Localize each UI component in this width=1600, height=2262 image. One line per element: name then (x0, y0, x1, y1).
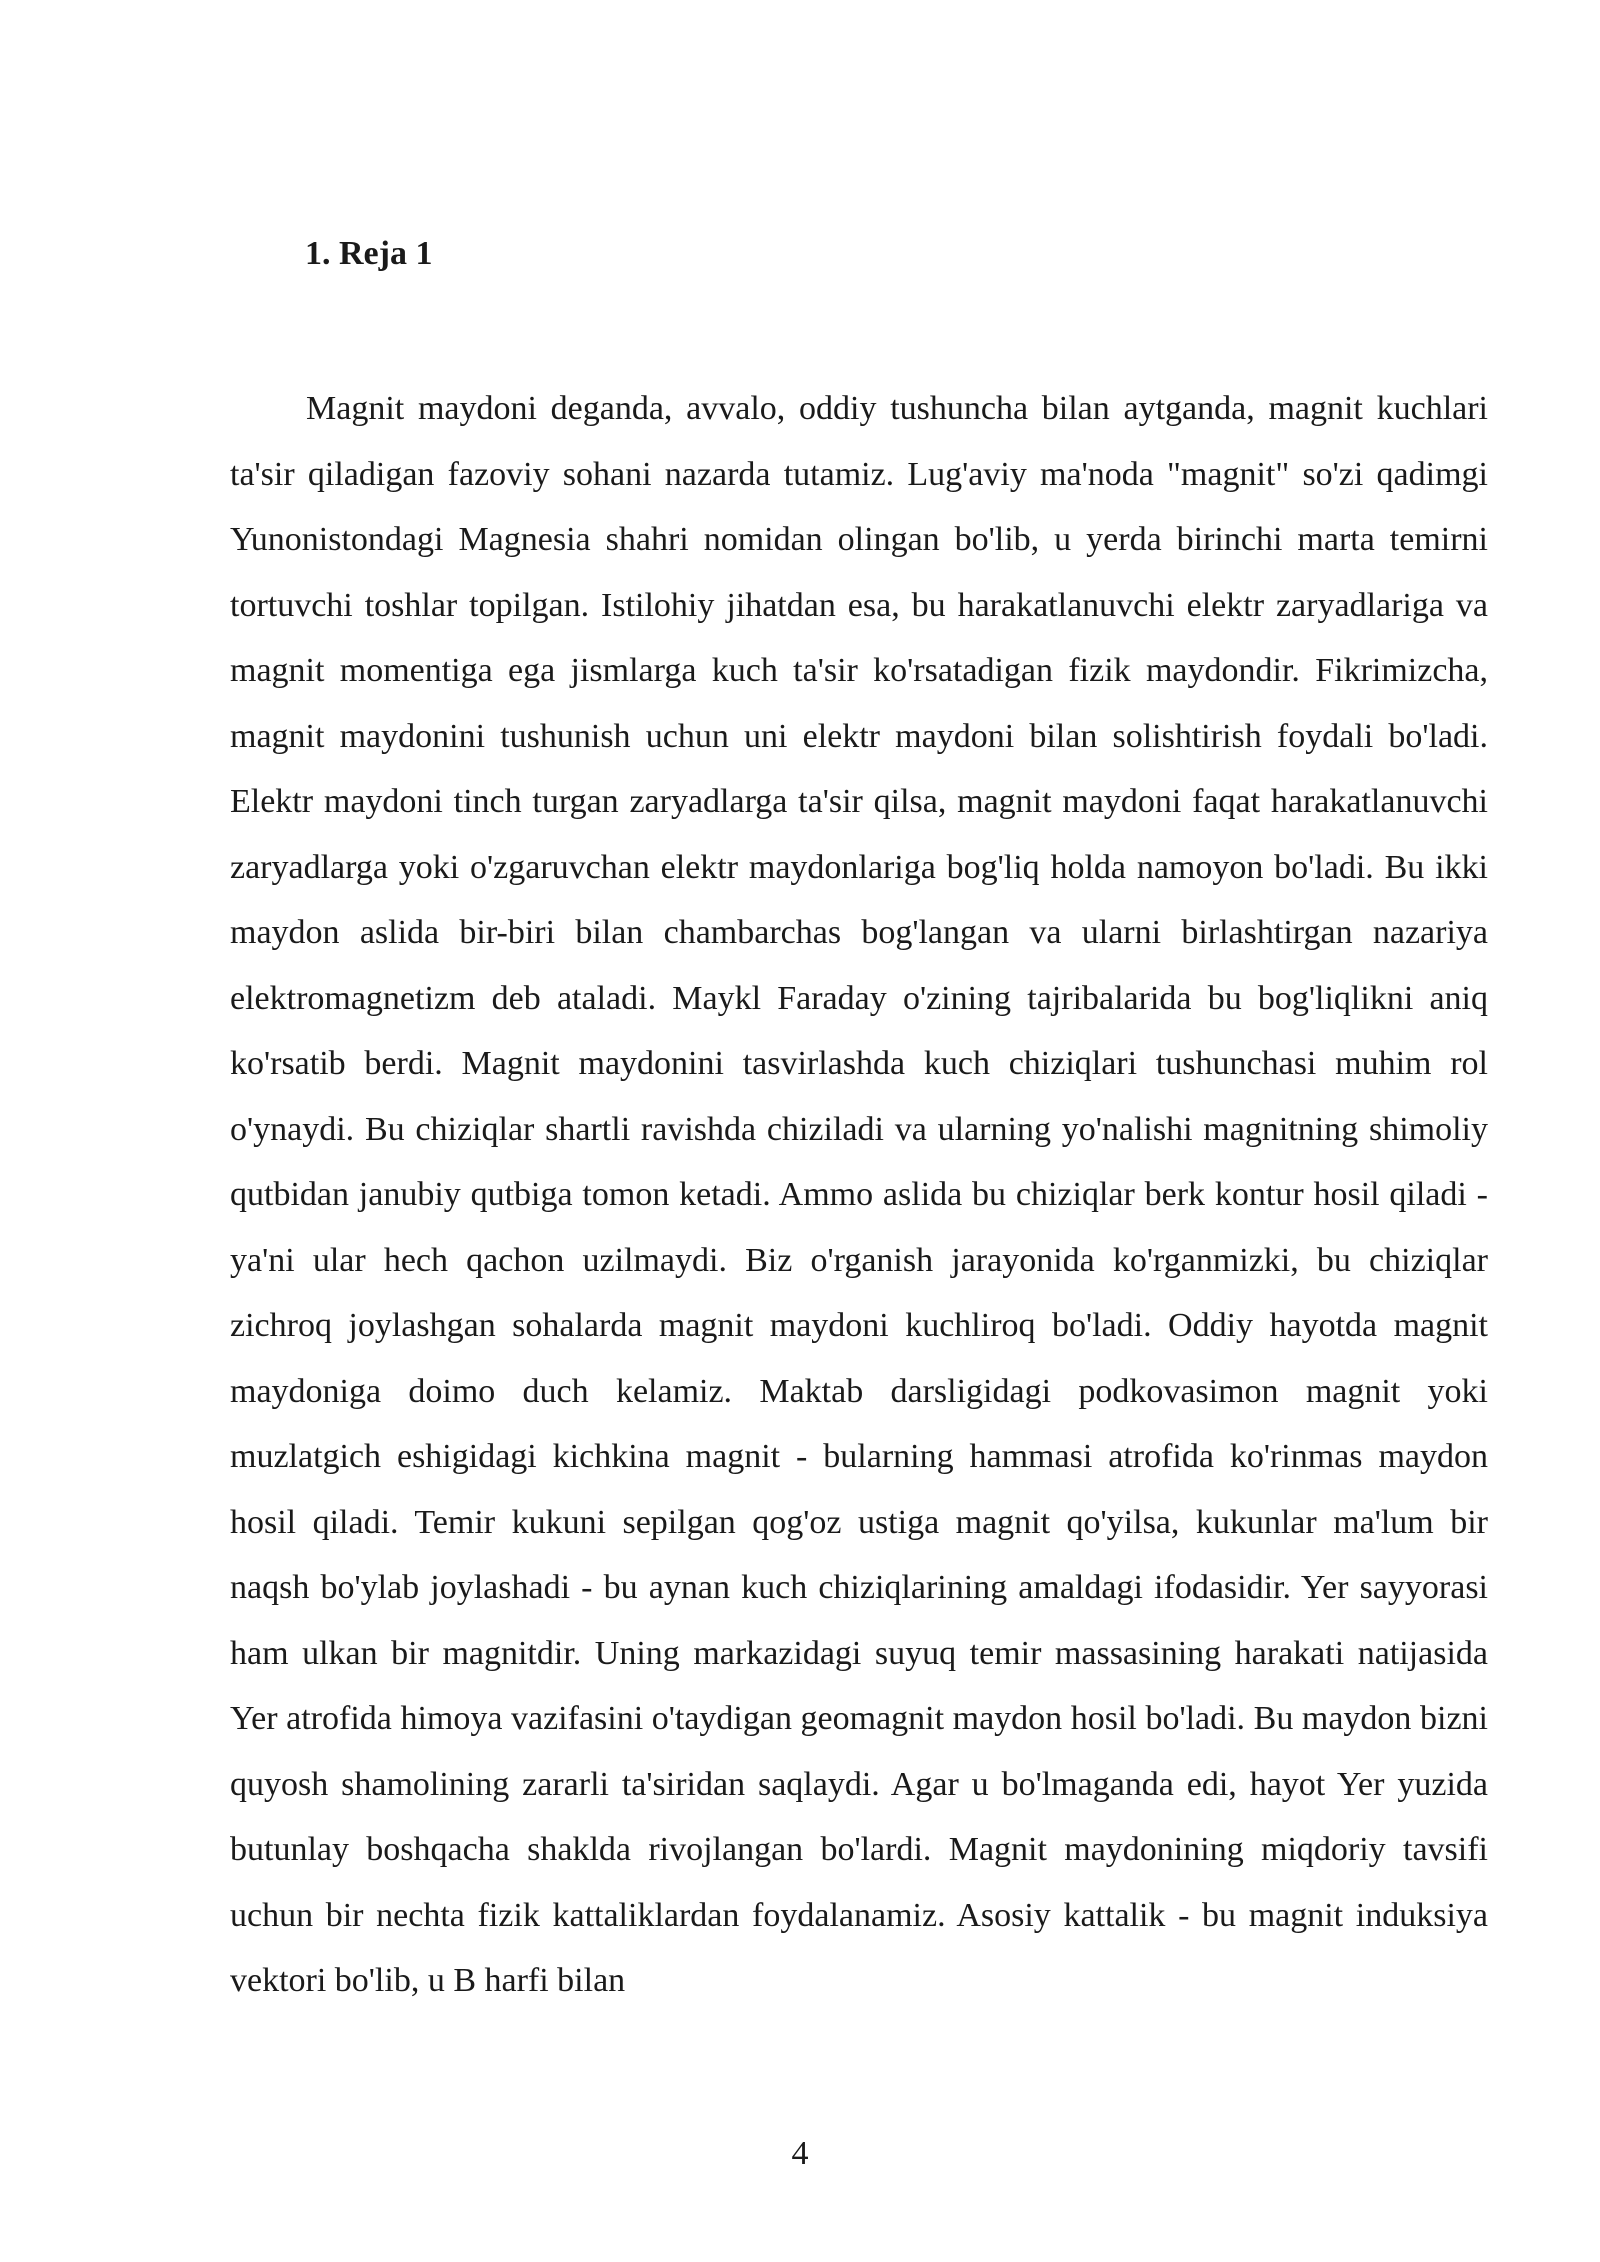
section-heading: 1. Reja 1 (305, 235, 433, 272)
page-number: 4 (791, 2135, 809, 2172)
body-paragraph: Magnit maydoni deganda, avvalo, oddiy tushuncha bilan aytganda, magnit kuchlari ta'sir qiladigan fazoviy sohani nazarda tutamiz. Lug'aviy ma'noda "magnit" so'zi qadimgi Yunonistondagi Magnesia shahri nomidan olingan bo'lib, u yerda birinchi marta temirni tortuvchi toshlar topilgan. Istilohiy jihatdan esa, bu harakatlanuvchi elektr zaryadlariga va magnit momentiga ega jismlarga kuch ta'sir ko'rsatadigan fizik maydondir. Fikrimizcha, magnit maydonini tushunish uchun uni elektr maydoni bilan solishtirish foydali bo'ladi. Elektr maydoni tinch turgan zaryadlarga ta'sir qilsa, magnit maydoni faqat harakatlanuvchi zaryadlarga yoki o'zgaruvchan elektr maydonlariga bog'liq holda namoyon bo'ladi. Bu ikki maydon aslida bir-biri bilan chambarchas bog'langan va ularni birlashtirgan nazariya elektromagnetizm deb ataladi. Maykl Faraday o'zining tajribalarida bu bog'liqlikni aniq ko'rsatib berdi. Magnit maydonini tasvirlashda kuch chiziqlari tushunchasi muhim rol o'ynaydi. Bu chiziqlar shartli ravishda chiziladi va ularning yo'nalishi magnitning shimoliy qutbidan janubiy qutbiga tomon ketadi. Ammo aslida bu chiziqlar berk kontur hosil qiladi - ya'ni ular hech qachon uzilmaydi. Biz o'rganish jarayonida ko'rganmizki, bu chiziqlar zichroq joylashgan sohalarda magnit maydoni kuchliroq bo'ladi. Oddiy hayotda magnit maydoniga doimo duch kelamiz. Maktab darsligidagi podkovasimon magnit yoki muzlatgich eshigidagi kichkina magnit - bularning hammasi atrofida ko'rinmas maydon hosil qiladi. Temir kukuni sepilgan qog'oz ustiga magnit qo'yilsa, kukunlar ma'lum bir naqsh bo'ylab joylashadi - bu aynan kuch chiziqlarining amaldagi ifodasidir. Yer sayyorasi ham ulkan bir magnitdir. Uning markazidagi suyuq temir massasining harakati natijasida Yer atrofida himoya vazifasini o'taydigan geomagnit maydon hosil bo'ladi. Bu maydon bizni quyosh shamolining zararli ta'siridan saqlaydi. Agar u bo'lmaganda edi, hayot Yer yuzida butunlay boshqacha shaklda rivojlangan bo'lardi. Magnit maydonining miqdoriy tavsifi uchun bir nechta fizik kattaliklardan foydalanamiz. Asosiy kattalik - bu magnit induksiya vektori bo'lib, u B harfi bilan (230, 390, 1488, 1999)
